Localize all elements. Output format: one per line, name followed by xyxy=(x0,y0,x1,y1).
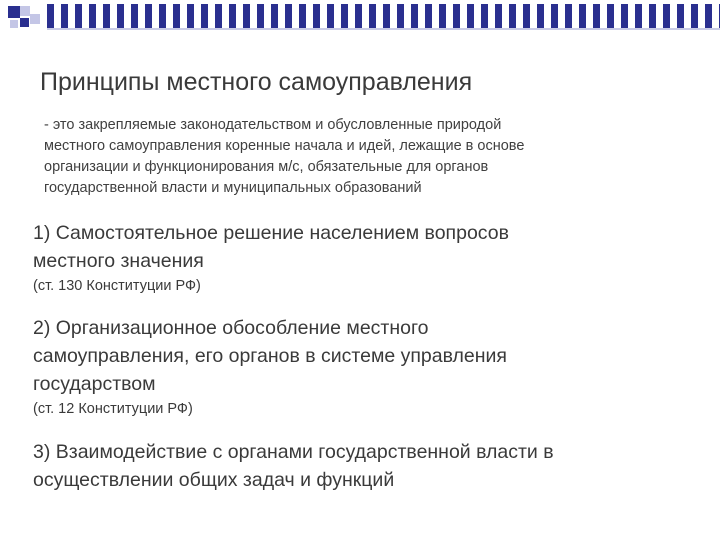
principle-line: 3) Взаимодействие с органами государственной власти в xyxy=(33,441,554,463)
principle-1 xyxy=(33,219,713,296)
principle-reference: (ст. 130 Конституции РФ) xyxy=(33,278,201,294)
principle-text xyxy=(33,438,713,494)
decor-square-light xyxy=(30,14,40,24)
decor-divider xyxy=(47,28,720,30)
principle-line: осуществлении общих задач и функций xyxy=(33,469,395,491)
slide-title: Принципы местного самоуправления xyxy=(40,68,473,96)
definition-text xyxy=(44,115,684,199)
principle-3 xyxy=(33,438,713,494)
principle-2 xyxy=(33,314,713,419)
definition-line: местного самоуправления коренные начала и идей, лежащие в основе xyxy=(44,138,525,154)
decor-square-light xyxy=(10,20,18,28)
principle-text xyxy=(33,314,713,398)
decorative-header-strip xyxy=(0,0,720,34)
definition-line: организации и функционирования м/с, обязательные для органов xyxy=(44,159,489,175)
decor-stripe-bar xyxy=(47,4,720,28)
principle-line: самоуправления, его органов в системе управления xyxy=(33,345,507,367)
decor-square-light xyxy=(20,6,30,16)
principle-line: государством xyxy=(33,373,156,395)
principle-line: 2) Организационное обособление местного xyxy=(33,317,429,339)
principle-reference: (ст. 12 Конституции РФ) xyxy=(33,401,193,417)
principle-line: местного значения xyxy=(33,250,204,272)
definition-line: - это закрепляемые законодательством и обусловленные природой xyxy=(44,117,502,133)
decor-square-dark xyxy=(8,6,20,18)
definition-line: государственной власти и муниципальных образований xyxy=(44,180,422,196)
decor-square-dark xyxy=(20,18,29,27)
principle-text xyxy=(33,219,713,275)
principle-line: 1) Самостоятельное решение населением вопросов xyxy=(33,222,509,244)
